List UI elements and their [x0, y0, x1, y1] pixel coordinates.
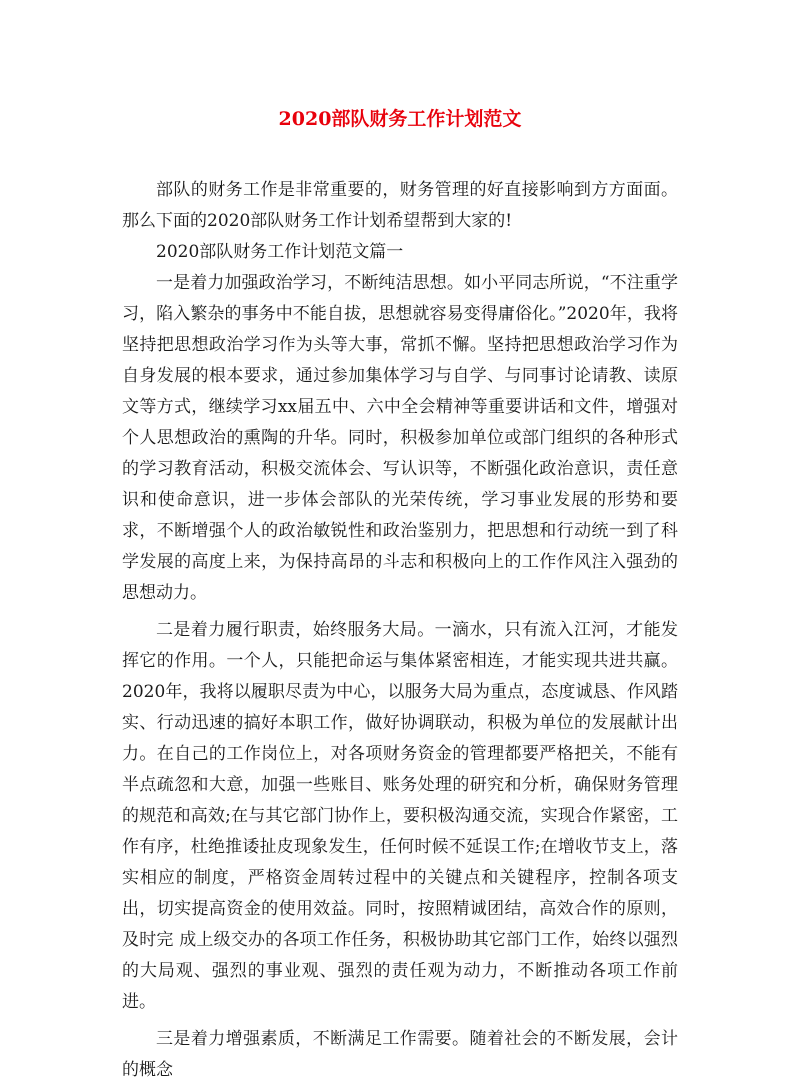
body-paragraph-2: 二是着力履行职责，始终服务大局。一滴水，只有流入江河，才能发挥它的作用。一个人，只能把命运与集体紧密相连，才能实现共进共赢。2020年，我将以履职尽责为中心，以服务大局为重点，态度诚恳、作风踏实、行动迅速的搞好本职工作，做好协调联动，积极为单位的发展献计出力。在自己的工作岗位上，对各项财务资金的管理都要严格把关，不能有半点疏忽和大意，加强一些账目、账务处理的研究和分析，确保财务管理的规范和高效;在与其它部门协作上，要积极沟通交流，实现合作紧密，工作有序，杜绝推诿扯皮现象发生，任何时候不延误工作;在增收节支上，落实相应的制度，严格资金周转过程中的关键点和关键程序，控制各项支出，切实提高资金的使用效益。同时，按照精诚团结，高效合作的原则，及时完 成上级交办的各项工作任务，积极协助其它部门工作，始终以强烈的大局观、强烈的事业观、强烈的责任观为动力，不断推动各项工作前进。 [122, 620, 678, 1012]
body-paragraph-3: 三是着力增强素质，不断满足工作需要。随着社会的不断发展，会计的概念 [122, 1029, 678, 1080]
body-paragraph-1: 一是着力加强政治学习，不断纯洁思想。如小平同志所说，“不注重学习，陷入繁杂的事务中不能自拔，思想就容易变得庸俗化。”2020年，我将坚持把思想政治学习作为头等大事，常抓不懈。坚持把思想政治学习作为自身发展的根本要求，通过参加集体学习与自学、与同事讨论请教、读原文等方式，继续学习xx届五中、六中全会精神等重要讲话和文件，增强对个人思想政治的熏陶的升华。同时，积极参加单位或部门组织的各种形式的学习教育活动，积极交流体会、写认识等，不断强化政治意识，责任意识和使命意识，进一步体会部队的光荣传统，学习事业发展的形势和要求，不断增强个人的政治敏锐性和政治鉴别力，把思想和行动统一到了科学发展的高度上来，为保持高昂的斗志和积极向上的工作作风注入强劲的思想动力。 [122, 273, 678, 603]
document-title: 2020部队财务工作计划范文 [278, 108, 522, 130]
intro-paragraph: 部队的财务工作是非常重要的，财务管理的好直接影响到方方面面。那么下面的2020部队财务工作计划希望帮到大家的! [122, 180, 678, 231]
section-heading: 2020部队财务工作计划范文篇一 [156, 242, 404, 262]
document-body [122, 175, 678, 1092]
